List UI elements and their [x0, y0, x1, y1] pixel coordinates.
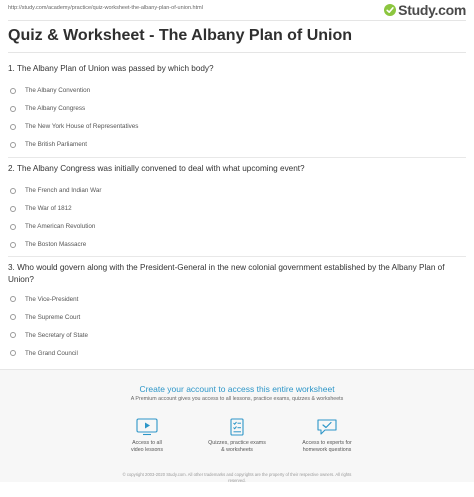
answer-options — [8, 82, 466, 154]
feature-label-line1: Access to all — [132, 440, 162, 446]
answer-option[interactable] — [8, 236, 466, 254]
cta-heading[interactable]: Create your account to access this entire worksheet — [139, 384, 335, 394]
answer-options — [8, 290, 466, 362]
radio-button[interactable] — [10, 206, 16, 212]
answer-option[interactable] — [8, 290, 466, 308]
feature-label-line2: video lessons — [130, 447, 164, 453]
copyright-footer — [0, 472, 474, 484]
answer-option[interactable] — [8, 326, 466, 344]
page-url: http://study.com/academy/practice/quiz-worksheet-the-albany-plan-of-union.html — [8, 5, 203, 11]
question-1 — [8, 63, 466, 154]
cta-subtext: A Premium account gives you access to all lessons, practice exams, quizzes & worksheets — [130, 396, 344, 402]
answer-option[interactable] — [8, 200, 466, 218]
radio-button[interactable] — [10, 296, 16, 302]
video-icon — [136, 418, 158, 436]
radio-button[interactable] — [10, 224, 16, 230]
answer-label: The Secretary of State — [25, 331, 88, 339]
question-text: 3. Who would govern along with the President-General in the new colonial government established by the Albany Plan of Union? — [8, 263, 445, 284]
study-logo-text: Study.com — [398, 2, 466, 18]
question-text: 1. The Albany Plan of Union was passed by which body? — [8, 64, 214, 73]
feature-experts — [282, 418, 372, 454]
answer-option[interactable] — [8, 136, 466, 154]
title-divider-top — [8, 20, 466, 21]
answer-label: The Supreme Court — [25, 313, 81, 321]
radio-button[interactable] — [10, 142, 16, 148]
question-3 — [8, 262, 466, 362]
answer-label: The Grand Council — [25, 349, 78, 357]
radio-button[interactable] — [10, 106, 16, 112]
answer-options — [8, 182, 466, 254]
radio-button[interactable] — [10, 350, 16, 356]
feature-quizzes — [192, 418, 282, 454]
answer-option[interactable] — [8, 118, 466, 136]
feature-video-lessons — [102, 418, 192, 454]
answer-option[interactable] — [8, 82, 466, 100]
study-logo-icon — [384, 4, 396, 16]
radio-button[interactable] — [10, 242, 16, 248]
question-2 — [8, 163, 466, 254]
answer-option[interactable] — [8, 100, 466, 118]
answer-option[interactable] — [8, 308, 466, 326]
feature-label-line2: & worksheets — [221, 447, 253, 453]
answer-label: The Albany Convention — [25, 87, 91, 94]
title-divider-bottom — [8, 52, 466, 53]
study-logo[interactable] — [384, 1, 466, 19]
answer-option[interactable] — [8, 344, 466, 362]
feature-label-line2: homework questions — [302, 447, 352, 453]
radio-button[interactable] — [10, 314, 16, 320]
answer-label: The War of 1812 — [25, 205, 72, 212]
quiz-icon — [226, 418, 248, 436]
copyright-line-1: © copyright 2003-2020 Study.com. All other trademarks and copyrights are the property of their respective owners. All rights — [122, 472, 352, 477]
feature-label-line1: Access to experts for — [302, 440, 352, 446]
chat-icon — [316, 418, 338, 436]
premium-cta-panel — [0, 369, 474, 482]
answer-label: The French and Indian War — [25, 187, 102, 194]
answer-label: The New York House of Representatives — [25, 123, 139, 130]
top-bar — [0, 0, 474, 20]
answer-label: The British Parliament — [25, 141, 87, 148]
radio-button[interactable] — [10, 332, 16, 338]
radio-button[interactable] — [10, 124, 16, 130]
feature-label-line1: Quizzes, practice exams — [208, 440, 266, 446]
question-text: 2. The Albany Congress was initially convened to deal with what upcoming event? — [8, 164, 305, 173]
radio-button[interactable] — [10, 188, 16, 194]
page-title: Quiz & Worksheet - The Albany Plan of Union — [8, 27, 353, 44]
answer-label: The American Revolution — [25, 223, 96, 230]
answer-option[interactable] — [8, 182, 466, 200]
answer-label: The Albany Congress — [25, 105, 86, 112]
radio-button[interactable] — [10, 88, 16, 94]
answer-label: The Boston Massacre — [25, 241, 87, 248]
copyright-line-2: reserved. — [228, 478, 246, 483]
answer-option[interactable] — [8, 218, 466, 236]
answer-label: The Vice-President — [25, 295, 79, 303]
question-divider — [8, 256, 466, 257]
question-divider — [8, 157, 466, 158]
